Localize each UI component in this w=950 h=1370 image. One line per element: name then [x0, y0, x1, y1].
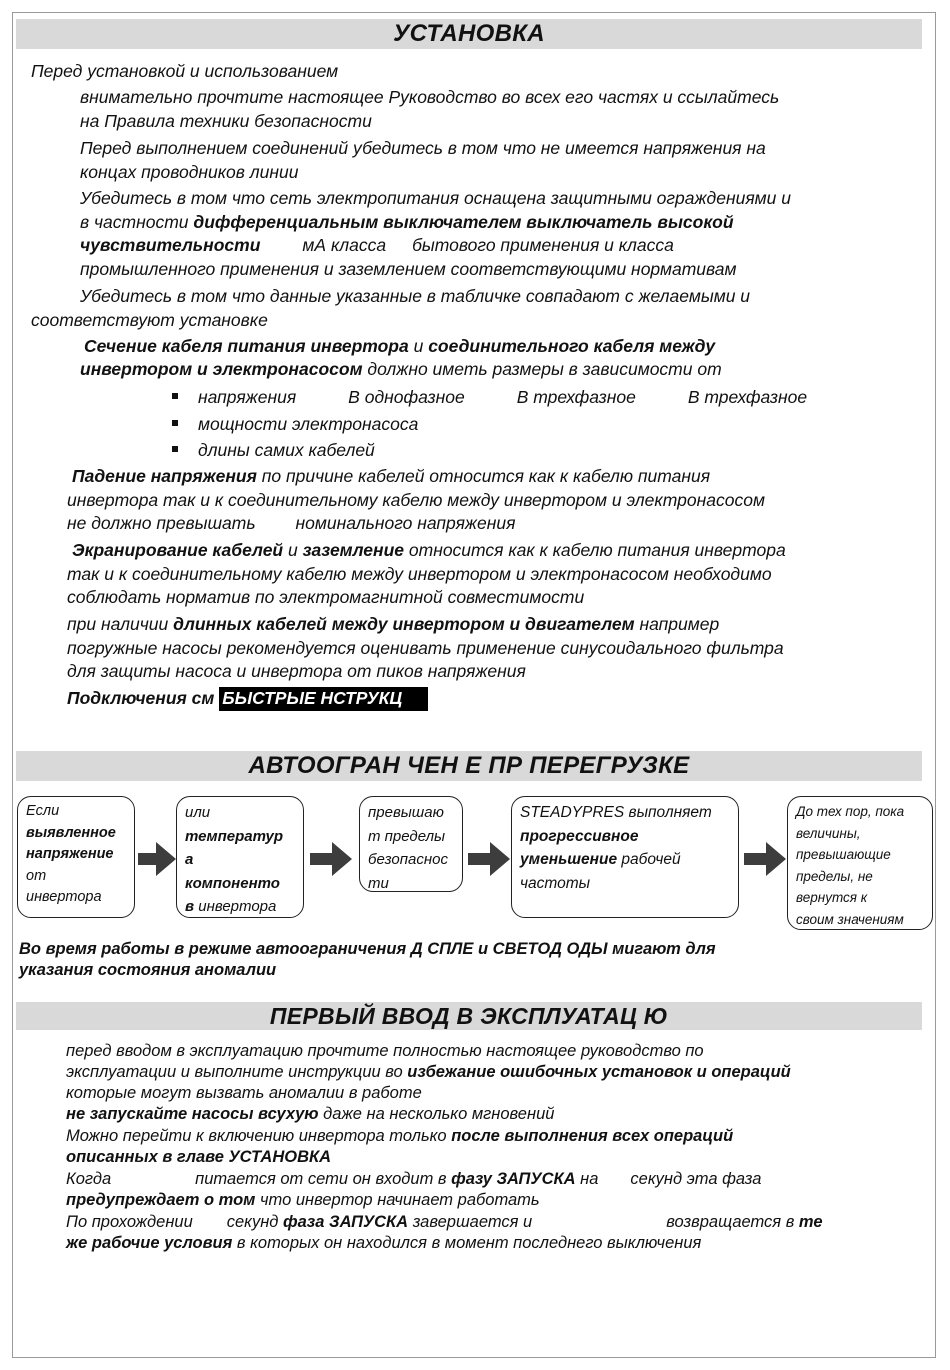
para-6-line-2: инвертора так и к соединительному кабелю между инвертором и электронасосом — [67, 490, 765, 510]
bullet-text: В трехфазное — [516, 387, 636, 407]
section-title-overload: АВТООГРАН ЧЕН Е ПР ПЕРЕГРУЗКЕ — [16, 751, 922, 781]
overload-note-line-1: Во время работы в режиме автоограничения Д СПЛЕ и СВЕТОД ОДЫ мигают для — [19, 940, 716, 958]
para-6-line-1 — [72, 465, 710, 489]
text: Когда — [66, 1170, 112, 1188]
startup-line-10 — [66, 1233, 701, 1254]
text: по причине кабелей относится как к кабелю питания — [256, 466, 711, 486]
flow-text: прогрессивное — [520, 827, 639, 845]
bold-text: соединительного кабеля между — [428, 336, 716, 356]
para-2-line-2: концах проводников линии — [80, 162, 299, 182]
para-8-line-2: погружные насосы рекомендуется оценивать применение синусоидального фильтра — [67, 638, 784, 658]
flow-box-2 — [176, 796, 304, 918]
text: при наличии — [67, 614, 174, 634]
flow-text: ти — [368, 874, 389, 892]
arrow-right-icon — [744, 842, 786, 876]
text: питается от сети он входит в — [195, 1170, 452, 1188]
quick-instructions-label: БЫСТРЫЕ НСТРУКЦ — [219, 687, 428, 711]
text: что инвертор начинает работать — [255, 1191, 540, 1209]
bold-text: же рабочие условия — [66, 1234, 233, 1252]
text: По прохождении — [66, 1213, 193, 1231]
para-2-line-1: Перед выполнением соединений убедитесь в том что не имеется напряжения на — [80, 138, 766, 158]
flow-text: от — [26, 867, 47, 884]
bullet-voltage — [172, 385, 807, 409]
text: и — [408, 336, 429, 356]
bold-text: заземление — [302, 540, 405, 560]
flow-text: т пределы — [368, 827, 446, 845]
flow-box-5 — [787, 796, 933, 930]
text: в которых он находился в момент последнего выключения — [232, 1234, 702, 1252]
text: номинального напряжения — [295, 513, 516, 533]
text: завершается и — [408, 1213, 533, 1231]
text: секунд эта фаза — [630, 1170, 762, 1188]
para-5-line-2 — [80, 358, 722, 382]
bullet-icon — [172, 420, 178, 426]
flow-box-1 — [17, 796, 135, 918]
flow-text: напряжение — [26, 846, 114, 862]
startup-line-1: перед вводом в эксплуатацию прочтите полностью настоящее руководство по — [66, 1042, 704, 1060]
bold-text: избежание ошибочных установок и операций — [407, 1063, 791, 1081]
text: мА класса — [302, 235, 387, 255]
flow-text: STEADYPRES выполняет — [520, 804, 712, 821]
flow-box-4 — [511, 796, 739, 918]
flow-text: в — [185, 898, 195, 915]
bullet-text: напряжения — [198, 387, 297, 407]
bullet-power — [172, 412, 418, 436]
flow-text: или — [185, 804, 211, 821]
flow-text: частоты — [520, 874, 591, 892]
bold-text: Подключения см — [67, 688, 220, 708]
para-3-line-1: Убедитесь в том что сеть электропитания оснащена защитными ограждениями и — [80, 188, 791, 208]
bold-text: после выполнения всех операций — [451, 1127, 734, 1145]
text: бытового применения и класса — [412, 235, 674, 255]
overload-note-line-2: указания состояния аномалии — [19, 961, 277, 979]
bullet-icon — [172, 446, 178, 452]
para-6-line-3 — [67, 512, 515, 536]
intro-line: Перед установкой и использованием — [31, 61, 339, 81]
text: Можно перейти к включению инвертора только — [66, 1127, 452, 1145]
bold-text: длинных кабелей между инвертором и двигателем — [173, 614, 635, 634]
text: и — [283, 540, 303, 560]
bold-text: Падение напряжения — [72, 466, 257, 486]
para-7-line-1 — [72, 539, 786, 563]
text: относится как к кабелю питания инвертора — [404, 540, 786, 560]
para-4-line-1: Убедитесь в том что данные указанные в табличке совпадают с желаемыми и — [80, 286, 751, 306]
para-1-line-2: на Правила техники безопасности — [80, 111, 372, 131]
flow-text: компоненто — [185, 874, 280, 892]
flow-text: уменьшение — [520, 851, 618, 868]
text: не должно превышать — [67, 513, 256, 533]
bullet-text: мощности электронасоса — [198, 414, 419, 434]
text: возвращается в — [666, 1213, 799, 1231]
flow-text: температур — [185, 827, 284, 845]
bold-text: Экранирование кабелей — [72, 540, 284, 560]
connections-line — [67, 687, 428, 711]
arrow-right-icon — [138, 842, 176, 876]
flow-box-3 — [359, 796, 463, 892]
bold-text: фаза ЗАПУСКА — [283, 1213, 409, 1231]
para-3-line-2 — [80, 211, 734, 235]
bold-text: инвертором и электронасосом — [80, 359, 363, 379]
bullet-text: В однофазное — [348, 387, 465, 407]
section-title-installation: УСТАНОВКА — [16, 19, 922, 49]
bold-text: не запускайте насосы всухую — [66, 1105, 319, 1123]
para-8-line-3: для защиты насоса и инвертора от пиков напряжения — [67, 661, 526, 681]
text: должно иметь размеры в зависимости от — [362, 359, 722, 379]
bold-text: Сечение кабеля питания инвертора — [84, 336, 409, 356]
text: на — [575, 1170, 599, 1188]
bullet-length — [172, 438, 375, 462]
para-8-line-1 — [67, 613, 719, 637]
bullet-icon — [172, 393, 178, 399]
bullet-text: В трехфазное — [687, 387, 808, 407]
text: в частности — [80, 212, 194, 232]
startup-line-5 — [66, 1126, 733, 1147]
bold-text: описанных в главе УСТАНОВКА — [66, 1148, 332, 1166]
startup-line-4 — [66, 1104, 554, 1125]
startup-line-3: которые могут вызвать аномалии в работе — [66, 1084, 422, 1102]
para-5-line-1 — [84, 335, 715, 359]
flow-text: пределы, не — [796, 868, 873, 884]
flow-text: инвертора — [194, 898, 277, 915]
startup-line-9 — [66, 1212, 823, 1233]
flow-text: Если — [26, 803, 60, 819]
para-1-line-1: внимательно прочтите настоящее Руководство во всех его частях и ссылайтесь — [80, 87, 780, 107]
startup-line-2 — [66, 1062, 791, 1083]
flow-text: безопаснос — [368, 851, 448, 868]
text: эксплуатации и выполните инструкции во — [66, 1063, 408, 1081]
bold-text: предупреждает о том — [66, 1191, 256, 1209]
bullet-text: длины самих кабелей — [198, 440, 375, 460]
flow-text: выявленное — [26, 824, 116, 841]
bold-text: те — [798, 1213, 823, 1231]
startup-line-6 — [66, 1147, 331, 1168]
para-3-line-3 — [80, 234, 674, 258]
para-7-line-3: соблюдать норматив по электромагнитной совместимости — [67, 587, 585, 607]
startup-line-7 — [66, 1169, 761, 1190]
para-3-line-4: промышленного применения и заземлением соответствующими нормативам — [80, 259, 737, 279]
flow-text: а — [185, 851, 194, 868]
flow-text: своим значениям — [796, 911, 904, 927]
text: например — [634, 614, 720, 634]
flow-text: До тех пор, пока — [796, 804, 905, 819]
flow-text: превышающие — [796, 847, 891, 862]
startup-line-8 — [66, 1190, 540, 1211]
arrow-right-icon — [310, 842, 352, 876]
bold-text: чувствительности — [80, 235, 261, 255]
flow-text: превышаю — [368, 804, 444, 821]
section-title-first-startup: ПЕРВЫЙ ВВОД В ЭКСПЛУАТАЦ Ю — [16, 1002, 922, 1030]
arrow-right-icon — [468, 842, 510, 876]
bold-text: фазу ЗАПУСКА — [451, 1170, 576, 1188]
flow-text: величины, — [796, 825, 861, 841]
flow-text: инвертора — [26, 889, 102, 905]
flow-text: рабочей — [617, 851, 681, 868]
bold-text: дифференциальным выключателем выключатель высокой — [193, 212, 734, 232]
para-7-line-2: так и к соединительному кабелю между инвертором и электронасосом необходимо — [67, 564, 772, 584]
flow-text: вернутся к — [796, 890, 868, 905]
text: секунд — [226, 1213, 284, 1231]
text: даже на несколько мгновений — [318, 1105, 555, 1123]
para-4-line-2: соответствуют установке — [31, 310, 268, 330]
